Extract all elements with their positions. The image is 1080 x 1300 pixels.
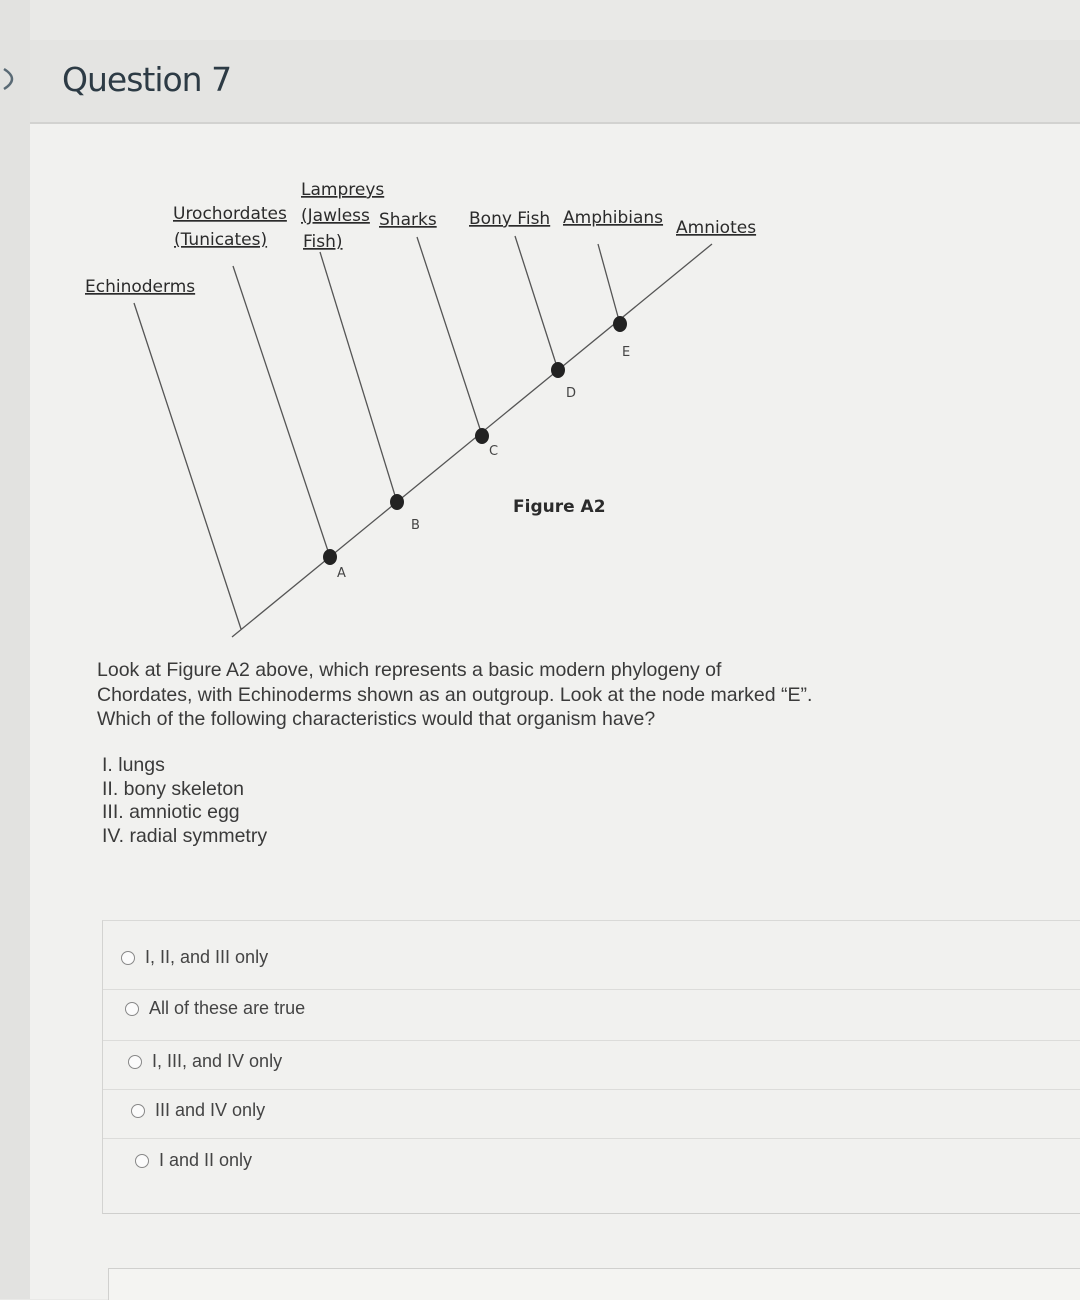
answer-divider xyxy=(103,1089,1080,1090)
radio-button[interactable] xyxy=(125,1002,139,1016)
node-b-dot xyxy=(390,494,404,510)
branch-urochordates xyxy=(233,266,330,557)
characteristic-item: III. amniotic egg xyxy=(102,801,240,823)
next-question-bar xyxy=(108,1268,1080,1300)
node-a-label: A xyxy=(337,566,346,581)
branch-sharks xyxy=(417,237,482,435)
radio-button[interactable] xyxy=(135,1154,149,1168)
taxon-fish: Fish) xyxy=(303,232,343,252)
characteristic-item: II. bony skeleton xyxy=(102,777,245,800)
figure-caption: Figure A2 xyxy=(513,497,606,517)
node-c-label: C xyxy=(489,444,499,459)
answer-option-2[interactable] xyxy=(125,998,305,1019)
node-d-dot xyxy=(551,362,565,378)
node-b-label: B xyxy=(411,518,420,533)
taxon-bony-fish: Bony Fish xyxy=(469,209,551,229)
node-c-dot xyxy=(475,428,489,444)
characteristics-list xyxy=(102,754,267,848)
node-d-label: D xyxy=(566,386,577,401)
taxon-lampreys: Lampreys xyxy=(301,180,385,200)
answer-option-3[interactable] xyxy=(128,1051,282,1072)
answer-label: All of these are true xyxy=(149,998,306,1018)
taxon-sharks: Sharks xyxy=(379,210,437,230)
answer-divider xyxy=(103,989,1080,990)
taxon-jawless: (Jawless xyxy=(301,206,370,226)
branch-echinoderms xyxy=(134,303,241,629)
answer-divider xyxy=(103,1138,1080,1139)
characteristic-item: I. lungs xyxy=(102,754,165,776)
answer-divider xyxy=(103,1040,1080,1041)
answer-option-1[interactable] xyxy=(121,947,268,968)
node-e-label: E xyxy=(622,345,631,360)
radio-button[interactable] xyxy=(121,951,135,965)
branch-amphibians xyxy=(598,244,620,324)
answer-label: I, III, and IV only xyxy=(152,1051,283,1071)
question-title: Question 7 xyxy=(62,60,232,99)
node-e-dot xyxy=(613,316,627,332)
tree-spine xyxy=(232,244,712,637)
answer-label: I, II, and III only xyxy=(145,947,269,967)
taxon-echinoderms: Echinoderms xyxy=(85,277,196,297)
radio-button[interactable] xyxy=(128,1055,142,1069)
answer-label: III and IV only xyxy=(155,1100,266,1120)
answer-option-4[interactable] xyxy=(131,1100,265,1121)
question-text: Look at Figure A2 above, which represents a basic modern phylogeny of Chordates, with Echinoderms shown as an outgroup. Look at the node marked “E”. Which of the following characteristics would that organism have? xyxy=(97,659,813,730)
answer-label: I and II only xyxy=(159,1150,253,1170)
branch-bony-fish xyxy=(515,236,558,370)
taxon-amphibians: Amphibians xyxy=(563,208,664,228)
branch-lampreys xyxy=(320,252,397,502)
answer-option-5[interactable] xyxy=(135,1150,252,1171)
characteristic-item: IV. radial symmetry xyxy=(102,824,268,847)
radio-button[interactable] xyxy=(131,1104,145,1118)
taxon-tunicates: (Tunicates) xyxy=(174,230,268,250)
node-a-dot xyxy=(323,549,337,565)
taxon-urochordates: Urochordates xyxy=(173,204,287,224)
taxon-amniotes: Amniotes xyxy=(676,218,757,238)
